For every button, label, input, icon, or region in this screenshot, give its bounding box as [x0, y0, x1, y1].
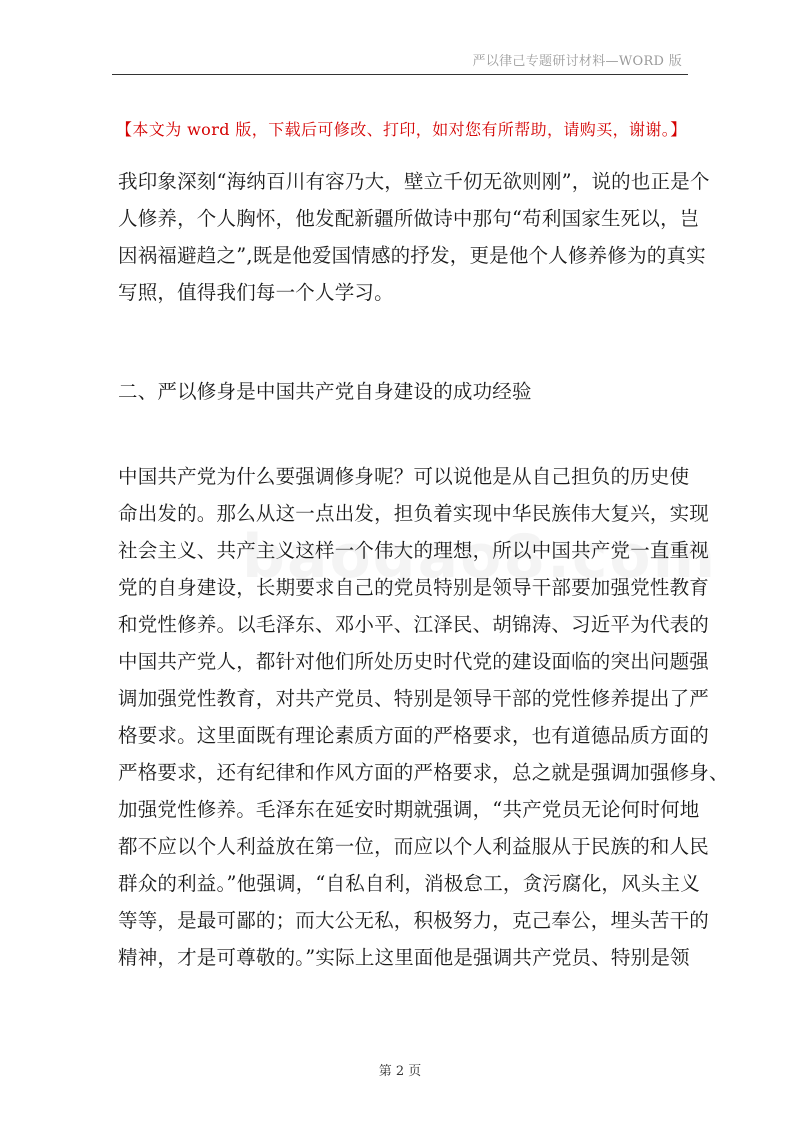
paragraph-line: 严格要求，还有纪律和作风方面的严格要求，总之就是强调加强修身、: [118, 761, 729, 784]
paragraph-2: [118, 458, 729, 976]
paragraph-line: 中国共产党为什么要强调修身呢？可以说他是从自己担负的历史使: [118, 465, 690, 488]
paragraph-line: 党的自身建设，长期要求自己的党员特别是领导干部要加强党性教育: [118, 576, 710, 599]
paragraph-line: 精神，才是可尊敬的。”实际上这里面他是强调共产党员、特别是领: [118, 946, 690, 969]
paragraph-line: 调加强党性教育，对共产党员、特别是领导干部的党性修养提出了严: [118, 687, 710, 710]
paragraph-line: 社会主义、共产主义这样一个伟大的理想，所以中国共产党一直重视: [118, 539, 710, 562]
purchase-notice: 【本文为 word 版，下载后可修改、打印，如对您有所帮助，请购买，谢谢。】: [116, 120, 687, 139]
paragraph-line: 中国共产党人，都针对他们所处历史时代党的建设面临的突出问题强: [118, 650, 710, 673]
paragraph-line: 人修养，个人胸怀，他发配新疆所做诗中那句“苟利国家生死以，岂: [118, 207, 700, 230]
paragraph-line: 等等，是最可鄙的；而大公无私，积极努力，克己奉公，埋头苦干的: [118, 909, 710, 932]
paragraph-line: 和党性修养。以毛泽东、邓小平、江泽民、胡锦涛、习近平为代表的: [118, 613, 710, 636]
document-header-title: 严以律己专题研讨材料—WORD 版: [472, 54, 682, 69]
section-heading: [118, 373, 684, 410]
paragraph-1: [118, 163, 710, 311]
paragraph-line: 加强党性修养。毛泽东在延安时期就强调，“共产党员无论何时何地: [118, 798, 700, 821]
paragraph-line: 命出发的。那么从这一点出发，担负着实现中华民族伟大复兴，实现: [118, 502, 710, 525]
paragraph-line: 我印象深刻“海纳百川有容乃大，壁立千仞无欲则刚”，说的也正是个: [118, 170, 710, 193]
paragraph-line: 群众的利益。”他强调，“自私自利，消极怠工，贪污腐化，风头主义: [118, 872, 700, 895]
paragraph-line: 格要求。这里面既有理论素质方面的严格要求，也有道德品质方面的: [118, 724, 710, 747]
page-number-footer: 第 2 页: [378, 1064, 422, 1079]
header-divider: [112, 74, 688, 75]
paragraph-line: 都不应以个人利益放在第一位，而应以个人利益服从于民族的和人民: [118, 835, 710, 858]
paragraph-line: 写照，值得我们每一个人学习。: [118, 281, 394, 304]
section-heading-text: 二、严以修身是中国共产党自身建设的成功经验: [118, 380, 532, 403]
paragraph-line: 因祸福避趋之”,既是他爱国情感的抒发，更是他个人修养修为的真实: [118, 244, 706, 267]
